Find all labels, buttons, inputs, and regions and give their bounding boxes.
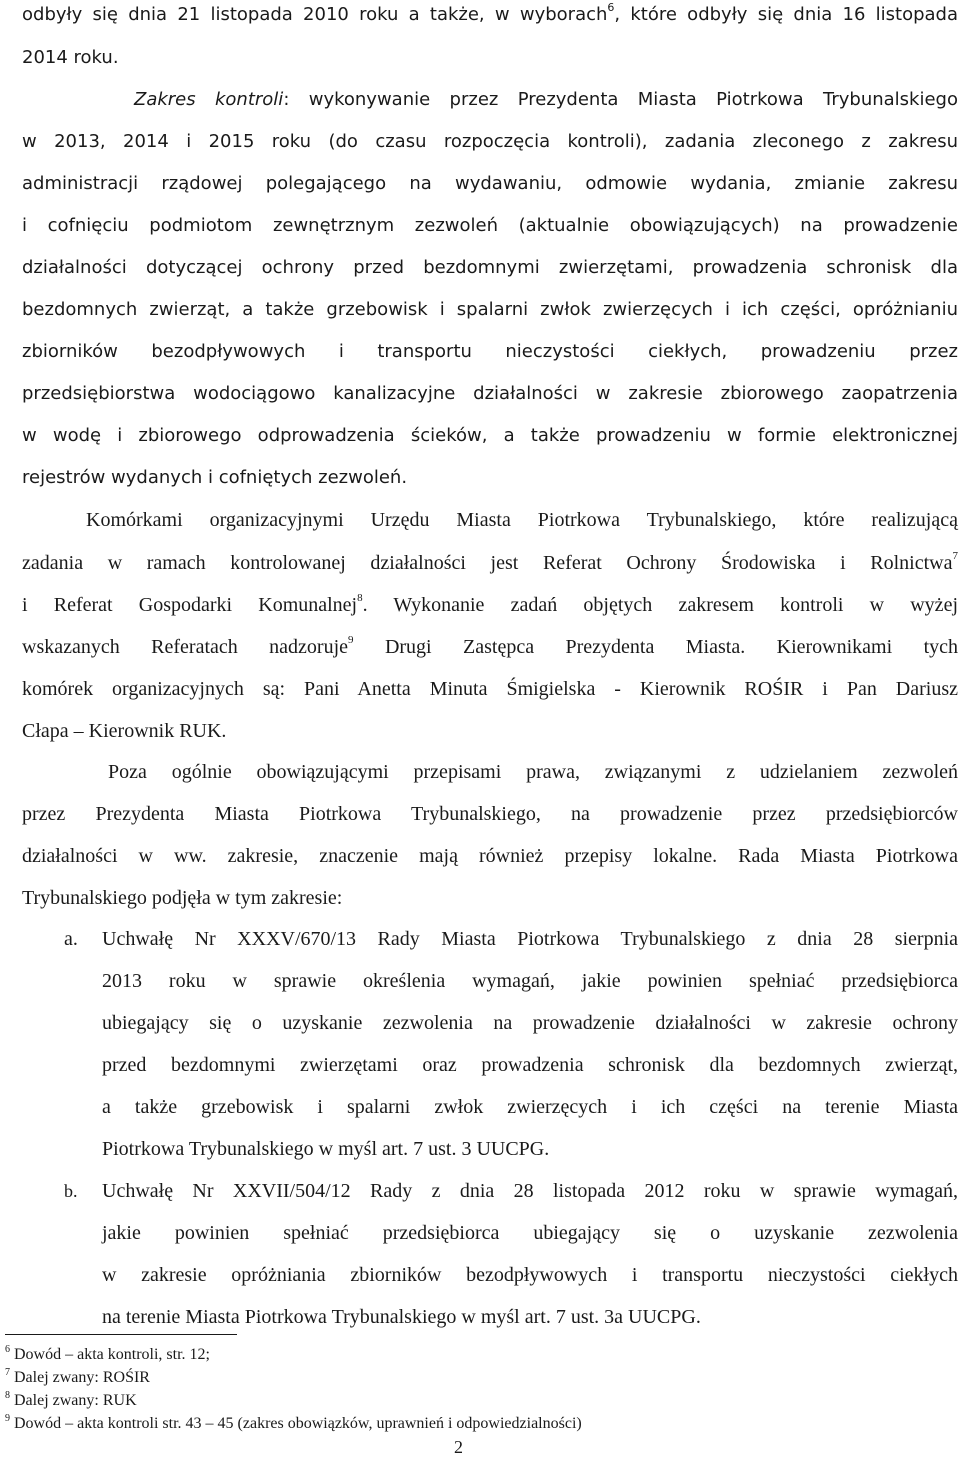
list-a-line-3: ubiegający się o uzyskanie zezwolenia na prowadzenie działalności w zakresie ochrony <box>102 1012 958 1034</box>
units-line-1: Komórkami organizacyjnymi Urzędu Miasta Piotrkowa Trybunalskiego, które realizującą <box>86 509 958 531</box>
scope-line-8: przedsiębiorstwa wodociągowo kanalizacyjne działalności w zakresie zbiorowego zaopatrzenia <box>22 383 958 404</box>
footnote-7: $^7$ Dalej zwany: ROŚIR <box>5 1366 150 1386</box>
list-marker-b: b. <box>64 1181 78 1201</box>
footnote-6: $^6$ Dowód – akta kontroli, str. 12; <box>5 1343 210 1363</box>
footnote-ref-6: 6 <box>607 1 615 14</box>
list-a-line-5: a także grzebowisk i spalarni zwłok zwierzęcych i ich części na terenie Miasta <box>102 1096 958 1118</box>
regulations-line-2: przez Prezydenta Miasta Piotrkowa Trybunalskiego, na prowadzenie przez przedsiębiorców <box>22 803 958 825</box>
footnote-8: $^8$ Dalej zwany: RUK <box>5 1389 137 1409</box>
list-b-line-4: na terenie Miasta Piotrkowa Trybunalskiego w myśl art. 7 ust. 3a UUCPG. <box>102 1306 701 1328</box>
scope-line-4: i cofnięciu podmiotom zewnętrznym zezwoleń (aktualnie obowiązujących) na prowadzenie <box>22 215 958 236</box>
scope-line-2: w 2013, 2014 i 2015 roku (do czasu rozpoczęcia kontroli), zadania zleconego z zakresu <box>22 131 958 152</box>
footnote-ref-9: 9 <box>348 634 354 647</box>
scope-line-9: w wodę i zbiorowego odprowadzenia ścieków, a także prowadzeniu w formie elektronicznej <box>22 425 958 446</box>
list-a-line-1: Uchwałę Nr XXXV/670/13 Rady Miasta Piotrkowa Trybunalskiego z dnia 28 sierpnia <box>102 928 958 950</box>
scope-label: Zakres kontroli <box>134 89 284 110</box>
list-b-line-2: jakie powinien spełniać przedsiębiorca ubiegający się o uzyskanie zezwolenia <box>102 1222 958 1244</box>
scope-line-3: administracji rządowej polegającego na wydawaniu, odmowie wydania, zmianie zakresu <box>22 173 958 194</box>
footnote-separator <box>5 1334 237 1335</box>
page-number: 2 <box>454 1437 463 1457</box>
units-line-3: i Referat Gospodarki Komunalnej$^8$. Wykonanie zadań objętych zakresem kontroli w wyżej <box>22 592 958 616</box>
footnote-ref-8: 8 <box>357 592 363 605</box>
scope-line-5: działalności dotyczącej ochrony przed bezdomnymi zwierzętami, prowadzenia schronisk dla <box>22 257 958 278</box>
units-line-5: komórek organizacyjnych są: Pani Anetta Minuta Śmigielska - Kierownik ROŚIR i Pan Dariusz <box>22 678 958 700</box>
list-a-line-4: przed bezdomnymi zwierzętami oraz prowadzenia schronisk dla bezdomnych zwierząt, <box>102 1054 958 1076</box>
list-marker-a: a. <box>64 928 78 950</box>
scope-line-1: Zakres kontroli: wykonywanie przez Prezydenta Miasta Piotrkowa Trybunalskiego <box>134 89 958 110</box>
footnote-9: $^9$ Dowód – akta kontroli str. 43 – 45 (zakres obowiązków, uprawnień i odpowiedzialności) <box>5 1412 582 1432</box>
list-a-line-2: 2013 roku w sprawie określenia wymagań, jakie powinien spełniać przedsiębiorca <box>102 970 958 992</box>
units-line-2: zadania w ramach kontrolowanej działalności jest Referat Ochrony Środowiska i Rolnictwa$^7$ <box>22 550 958 574</box>
list-b-line-1: Uchwałę Nr XXVII/504/12 Rady z dnia 28 listopada 2012 roku w sprawie wymagań, <box>102 1180 958 1202</box>
scope-line-10: rejestrów wydanych i cofniętych zezwoleń. <box>22 467 408 488</box>
units-line-4: wskazanych Referatach nadzoruje$^9$ Drugi Zastępca Prezydenta Miasta. Kierownikami tych <box>22 634 959 658</box>
footnote-ref-7: 7 <box>952 550 958 563</box>
scope-line-6: bezdomnych zwierząt, a także grzebowisk i spalarni zwłok zwierzęcych i ich części, opróżnianiu <box>22 299 958 320</box>
list-a-line-6: Piotrkowa Trybunalskiego w myśl art. 7 ust. 3 UUCPG. <box>102 1138 550 1160</box>
intro-line-2: 2014 roku. <box>22 47 119 68</box>
regulations-line-1: Poza ogólnie obowiązującymi przepisami prawa, związanymi z udzielaniem zezwoleń <box>108 761 958 783</box>
units-line-6: Cłapa – Kierownik RUK. <box>22 720 227 742</box>
intro-line-1: odbyły się dnia 21 listopada 2010 roku a także, w wyborach$^6$, które odbyły się dnia 16 listopada <box>22 1 958 25</box>
list-b-line-3: w zakresie opróżniania zbiorników bezodpływowych i transportu nieczystości ciekłych <box>102 1264 958 1286</box>
regulations-line-3: działalności w ww. zakresie, znaczenie mają również przepisy lokalne. Rada Miasta Piotrkowa <box>22 845 958 867</box>
scope-line-7: zbiorników bezodpływowych i transportu nieczystości ciekłych, prowadzeniu przez <box>22 341 958 362</box>
regulations-line-4: Trybunalskiego podjęła w tym zakresie: <box>22 887 343 909</box>
